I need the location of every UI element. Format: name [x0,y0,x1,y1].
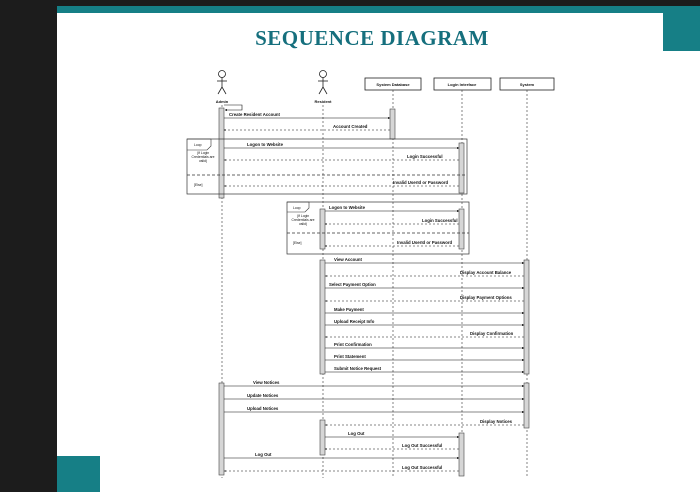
msg-16-label: Print Confirmation [334,342,372,347]
msg-5-label: Invalid UserId or Password [393,180,449,185]
msg-15-label: Display Confirmation [470,331,514,336]
msg-1-label: Create Resident Account [229,112,280,117]
msg-10-label: Display Account Balance [460,270,512,275]
admin-actor [217,71,227,95]
msg-25-label: Log Out [255,452,272,457]
sequence-diagram [57,6,700,492]
msg-18-label: Submit Notice Request [334,366,382,371]
msg-3-label: Logon to Website [247,142,283,147]
msg-12-label: Display Payment Options [460,295,512,300]
system-database-label: System Database [376,82,410,87]
resident-label: Resident [314,99,332,104]
system-activation-2 [524,383,529,428]
msg-9-label: View Account [334,257,362,262]
msg-23-label: Log Out [348,431,365,436]
resident-activation-3 [320,420,325,455]
login-activation-1 [459,143,464,193]
slide [57,6,700,492]
loop-fragment-1-label: Loop [194,143,202,147]
msg-20-label: Update Notices [247,393,279,398]
msg-4-label: Login Successful [407,154,443,159]
msg-8-label: Invalid UserId or Password [397,240,453,245]
msg-19-label: View Notices [253,380,280,385]
resident-activation-1 [320,209,325,249]
login-interface-label: Login Interface [447,82,477,87]
loop-fragment-1-guard-box [188,151,218,173]
msg-7-label: Login Successful [422,218,458,223]
admin-self-message [224,105,242,110]
loop-fragment-2-label: Loop [293,206,301,210]
msg-11-label: Select Payment Option [329,282,376,287]
admin-label: Admin [215,99,229,104]
msg-2-label: Account Created [333,124,368,129]
loop-fragment-2-else: [Else] [293,241,302,245]
login-activation-3 [459,433,464,476]
slide-title: SEQUENCE DIAGRAM [255,26,489,50]
msg-22-label: Display Notices [480,419,513,424]
admin-activation-1 [219,108,224,198]
system-activation-1 [524,260,529,374]
resident-actor [318,71,328,95]
resident-activation-2 [320,260,325,374]
admin-activation-2 [219,383,224,475]
db-activation-1 [390,109,395,139]
msg-6-label: Logon to Website [329,205,365,210]
msg-21-label: Upload Notices [247,406,279,411]
msg-24-label: Log Out Successful [402,443,443,448]
msg-17-label: Print Statement [334,354,366,359]
system-label: System [519,82,535,87]
msg-14-label: Upload Receipt Info [334,319,375,324]
msg-26-label: Log Out Successful [402,465,443,470]
msg-13-label: Make Payment [334,307,364,312]
login-activation-2 [459,209,464,249]
loop-fragment-2-guard: (If Login Credentials are valid) [291,214,315,227]
loop-fragment-1-guard: (If Login Credentials are valid) [191,151,215,164]
loop-fragment-1-else: [Else] [194,183,203,187]
